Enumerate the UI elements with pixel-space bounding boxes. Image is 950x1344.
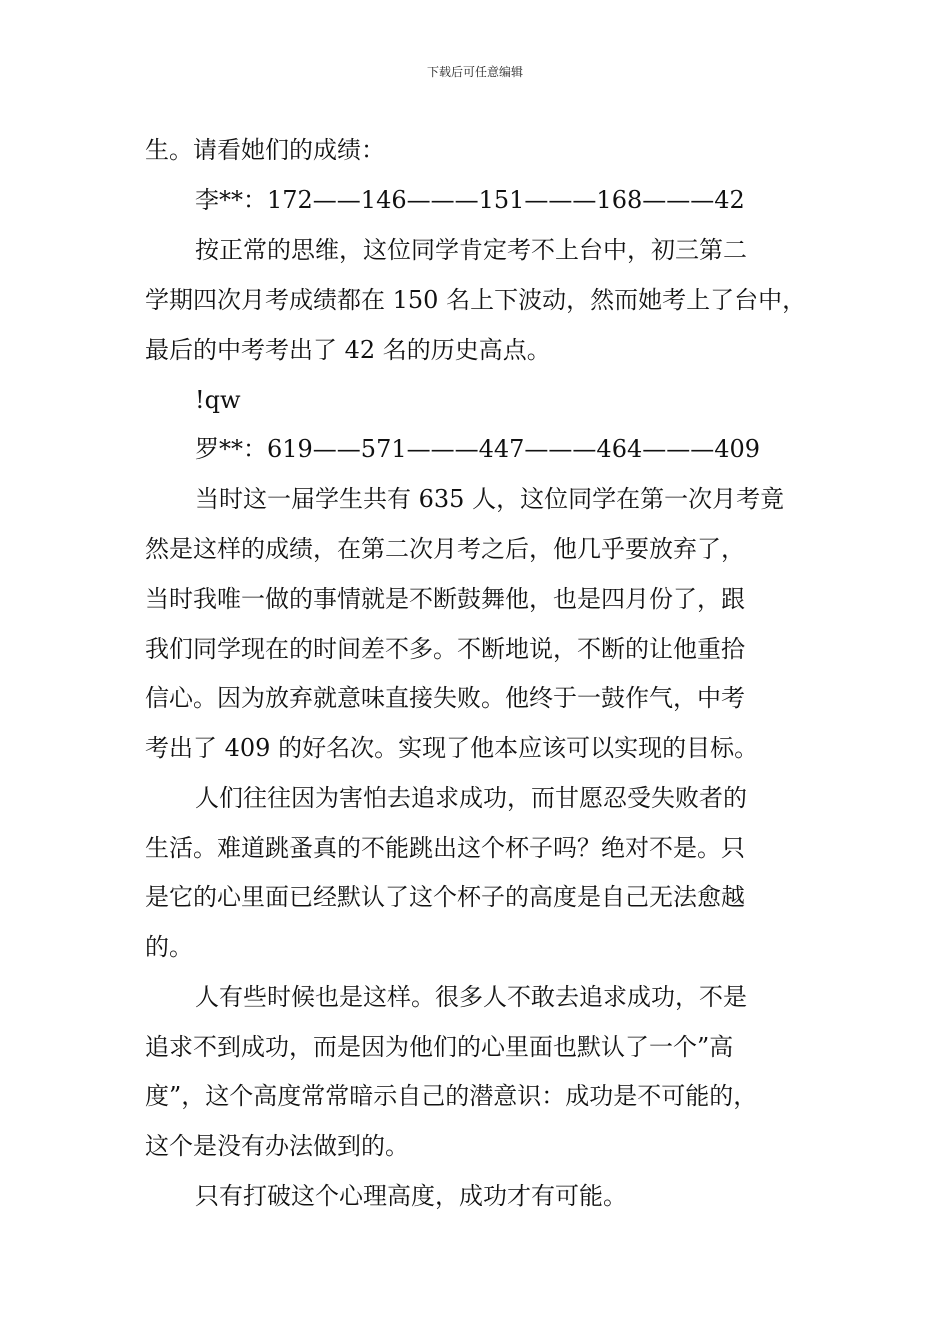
text-line: 这个是没有办法做到的。 xyxy=(145,1132,409,1160)
text-line: 追求不到成功，而是因为他们的心里面也默认了一个”高 xyxy=(145,1033,734,1061)
text-line: 的。 xyxy=(145,933,193,961)
text-line: 我们同学现在的时间差不多。不断地说，不断的让他重拾 xyxy=(145,635,745,663)
text-line: 是它的心里面已经默认了这个杯子的高度是自己无法愈越 xyxy=(145,883,745,911)
score-line-li: 李**：172——146———151———168———42 xyxy=(195,186,745,214)
text-line: 当时我唯一做的事情就是不断鼓舞他，也是四月份了，跟 xyxy=(145,585,745,613)
text-line: 只有打破这个心理高度，成功才有可能。 xyxy=(195,1182,627,1210)
text-line: 生活。难道跳蚤真的不能跳出这个杯子吗？绝对不是。只 xyxy=(145,834,745,862)
text-line: !qw xyxy=(195,386,241,414)
page-header: 下载后可任意编辑 xyxy=(426,65,523,79)
text-line: 按正常的思维，这位同学肯定考不上台中，初三第二 xyxy=(195,236,747,264)
text-line: 人们往往因为害怕去追求成功，而甘愿忍受失败者的 xyxy=(195,784,747,812)
text-line: 当时这一届学生共有 635 人，这位同学在第一次月考竟 xyxy=(195,485,785,513)
text-line: 学期四次月考成绩都在 150 名上下波动，然而她考上了台中， xyxy=(145,286,807,314)
text-line: 考出了 409 的好名次。实现了他本应该可以实现的目标。 xyxy=(145,734,759,762)
text-line: 度”，这个高度常常暗示自己的潜意识：成功是不可能的， xyxy=(145,1082,758,1110)
text-line: 最后的中考考出了 42 名的历史高点。 xyxy=(145,336,551,364)
text-line: 生。请看她们的成绩： xyxy=(145,136,385,164)
text-line: 人有些时候也是这样。很多人不敢去追求成功，不是 xyxy=(195,983,747,1011)
text-line: 然是这样的成绩，在第二次月考之后，他几乎要放弃了， xyxy=(145,535,745,563)
score-line-luo: 罗**：619——571———447———464———409 xyxy=(195,435,761,463)
text-line: 信心。因为放弃就意味直接失败。他终于一鼓作气，中考 xyxy=(145,684,745,712)
